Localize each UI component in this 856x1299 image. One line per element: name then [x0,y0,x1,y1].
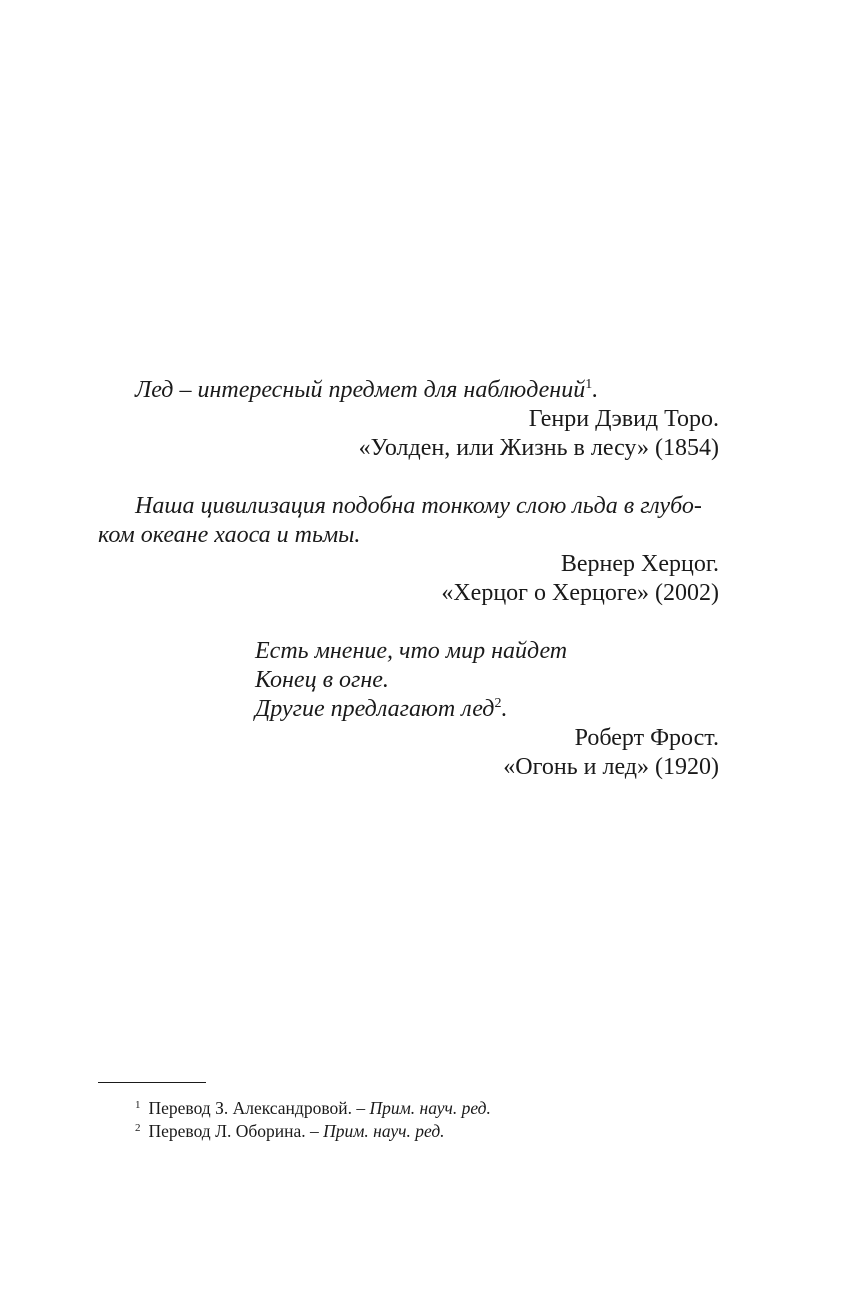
epigraph-frost-author: Роберт Фрост. [574,725,719,751]
epigraph-herzog-source: «Херцог о Херцоге» (2002) [441,580,719,606]
epigraph-herzog-author: Вернер Херцог. [560,551,719,577]
epigraph-herzog-quote-line-1: Наша цивилизация подобна тонкому слою льда в глубо- [135,493,702,519]
epigraph-frost-quote-line-2: Конец в огне. [255,667,389,693]
footnote-ref-2: 2 [494,696,502,711]
epigraph-thoreau-quote: Лед – интересный предмет для наблюдений$^1$. [135,377,599,403]
epigraph-herzog-quote-line-2: ком океане хаоса и тьмы. [98,522,361,548]
footnote-2: $^2$ Перевод Л. Оборина. – Прим. науч. ред. [135,1121,445,1141]
epigraph-thoreau-source: «Уолден, или Жизнь в лесу» (1854) [358,435,719,461]
epigraph-frost-source: «Огонь и лед» (1920) [503,754,719,780]
epigraph-frost-quote-line-1: Есть мнение, что мир найдет [255,638,568,664]
footnote-1: $^1$ Перевод З. Александровой. – Прим. науч. ред. [135,1098,491,1118]
footnote-divider [98,1082,206,1083]
epigraph-frost-quote-line-3: Другие предлагают лед$^2$. [255,696,508,722]
epigraph-thoreau-author: Генри Дэвид Торо. [528,406,719,432]
footnote-ref-1: 1 [585,377,593,392]
